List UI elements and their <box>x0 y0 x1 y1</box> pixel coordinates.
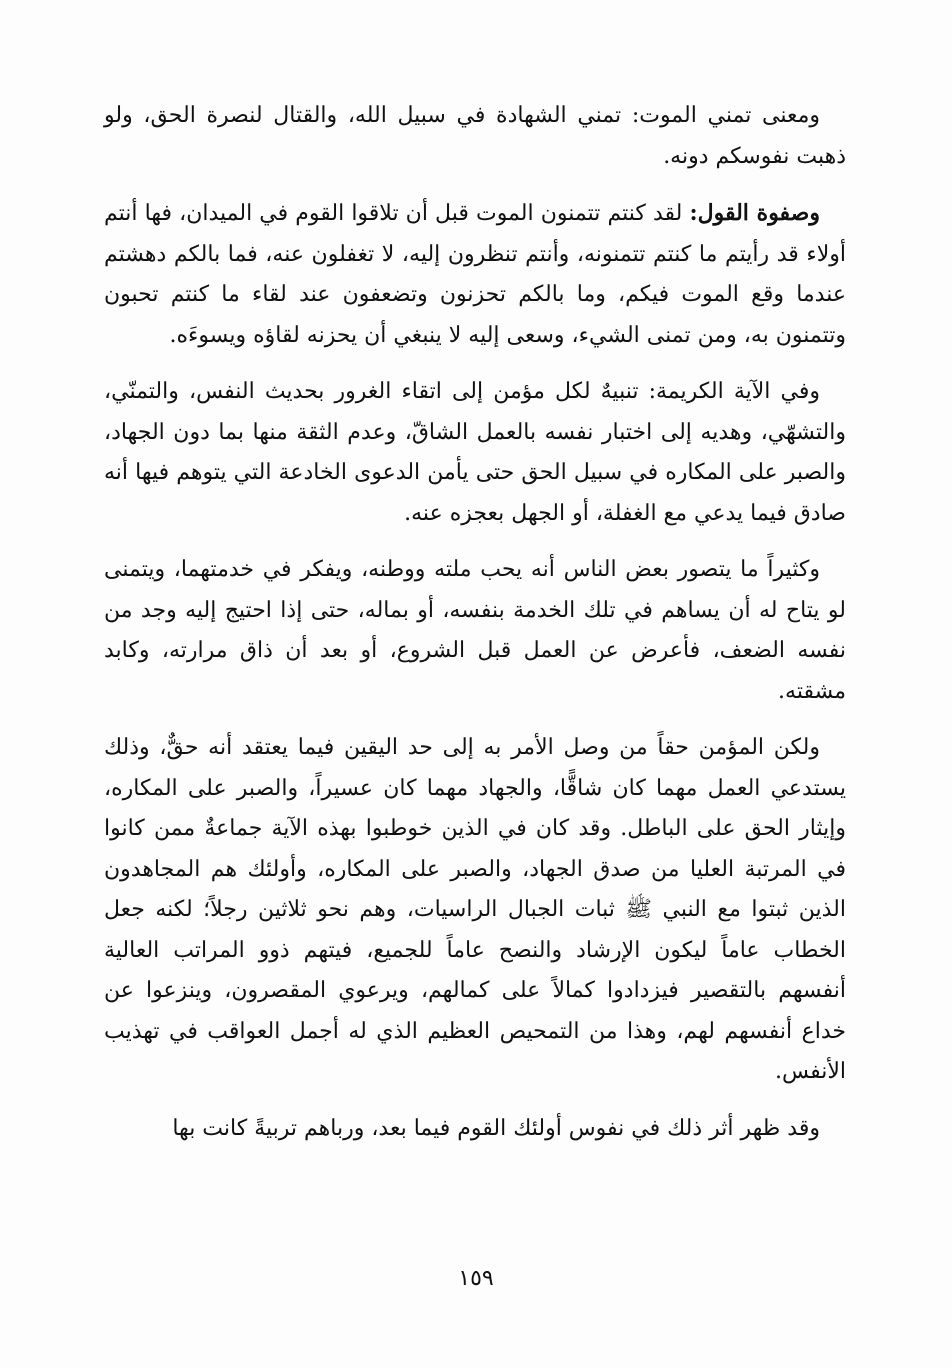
paragraph-1 <box>104 96 846 177</box>
page-number: ١٥٩ <box>458 1266 494 1291</box>
paragraph-6-text: وقد ظهر أثر ذلك في نفوس أولئك القوم فيما بعد، ورباهم تربيةً كانت بها <box>172 1115 820 1141</box>
paragraph-2-lead: وصفوة القول: <box>689 200 820 226</box>
paragraph-2-text: لقد كنتم تتمنون الموت قبل أن تلاقوا القوم في الميدان، فها أنتم أولاء قد رأيتم ما كنتم تتمنونه، وأنتم تنظرون إليه، لا تغفلون عنه، فما بالكم دهشتم عندما وقع الموت فيكم، وما بالكم تحزنون وتضعفون عند لقاء ما كنتم تحبون وتتمنون به، ومن تمنى الشيء، وسعى إليه لا ينبغي أن يحزنه لقاؤه ويسوءَه. <box>104 201 846 348</box>
paragraph-3 <box>104 372 846 534</box>
paragraph-3-text: وفي الآية الكريمة: تنبيهٌ لكل مؤمن إلى اتقاء الغرور بحديث النفس، والتمنّي، والتشهّي، وهديه إلى اختبار نفسه بالعمل الشاقّ، وعدم الثقة منها بما دون الجهاد، والصبر على المكاره في سبيل الحق حتى يأمن الدعوى الخادعة التي يتوهم فيها أنه صادق فيما يدعي مع الغفلة، أو الجهل بعجزه عنه. <box>104 379 846 526</box>
paragraph-2 <box>104 193 846 356</box>
paragraph-5-text: ولكن المؤمن حقاً من وصل الأمر به إلى حد اليقين فيما يعتقد أنه حقٌّ، وذلك يستدعي العمل مهما كان شاقًّا، والجهاد مهما كان عسيراً، والصبر على المكاره، وإيثار الحق على الباطل. وقد كان في الذين خوطبوا بهذه الآية جماعةٌ ممن كانوا في المرتبة العليا من صدق الجهاد، والصبر على المكاره، وأولئك هم المجاهدون الذين ثبتوا مع النبي ﷺ ثبات الجبال الراسيات، وهم نحو ثلاثين رجلاً؛ لكنه جعل الخطاب عاماً ليكون الإرشاد والنصح عاماً للجميع، فيتهم ذوو المراتب العالية أنفسهم بالتقصير فيزدادوا كمالاً على كمالهم، ويرعوي المقصرون، وينزعوا عن خداع أنفسهم لهم، وهذا من التمحيص العظيم الذي له أجمل العواقب في تهذيب الأنفس. <box>104 735 846 1084</box>
body-text <box>104 96 846 1165</box>
paragraph-5 <box>104 728 846 1093</box>
paragraph-6 <box>104 1109 846 1150</box>
paragraph-1-text: ومعنى تمني الموت: تمني الشهادة في سبيل الله، والقتال لنصرة الحق، ولو ذهبت نفوسكم دونه. <box>104 103 846 169</box>
paragraph-4-text: وكثيراً ما يتصور بعض الناس أنه يحب ملته ووطنه، ويفكر في خدمتهما، ويتمنى لو يتاح له أن يساهم في تلك الخدمة بنفسه، أو بماله، حتى إذا احتيج إليه وجد من نفسه الضعف، فأعرض عن العمل قبل الشروع، أو بعد أن ذاق مرارته، وكابد مشقته. <box>104 557 846 704</box>
paragraph-4 <box>104 550 846 712</box>
